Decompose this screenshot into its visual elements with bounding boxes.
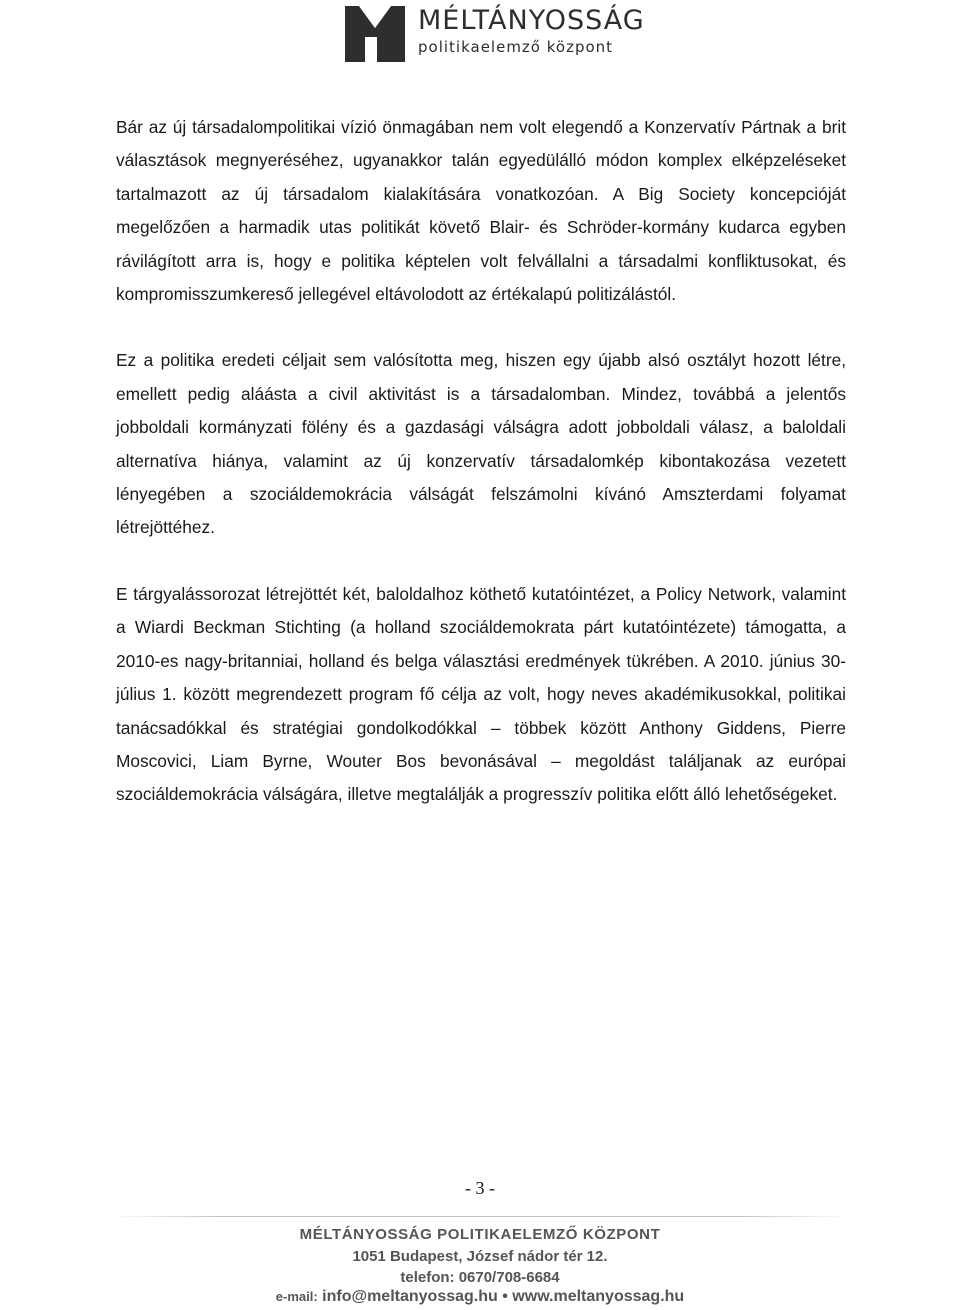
footer-divider [110,1216,850,1217]
logo-subtitle: politikaelemző központ [418,38,614,56]
footer-email-label: e-mail: [275,1289,318,1304]
page-number: - 3 - [465,1178,495,1198]
paragraph-3: E tárgyalássorozat létrejöttét két, baloldalhoz köthető kutatóintézet, a Policy Network, valamint a Wiardi Beckman Stichting (a holland szociáldemokrata párt kutatóintézete) támogatta, a 2010-es nagy-britanniai, holland és belga választási eredmények tükrében. A 2010. június 30-július 1. között megrendezett program fő célja az volt, hogy neves akadémikusokkal, politikai tanácsadókkal és stratégiai gondolkodókkal – többek között Anthony Giddens, Pierre Moscovici, Liam Byrne, Wouter Bos bevonásával – megoldást találjanak az európai szociáldemokrácia válságára, illetve megtalálják a progresszív politika előtt álló lehetőségeket. [116,583,846,805]
footer-phone: telefon: 0670/708-6684 [400,1269,560,1286]
footer-address: 1051 Budapest, József nádor tér 12. [352,1248,608,1265]
footer-separator: • [502,1288,508,1305]
footer-organization: MÉLTÁNYOSSÁG POLITIKAELEMZŐ KÖZPONT [299,1226,661,1243]
footer-email-link[interactable]: info@meltanyossag.hu [322,1288,498,1305]
paragraph-1: Bár az új társadalompolitikai vízió önmagában nem volt elegendő a Konzervatív Pártnak a brit választások megnyeréséhez, ugyanakkor talán egyedülálló módon komplex elképzeléseket tartalmazott az új társadalom kialakítására vonatkozóan. A Big Society koncepcióját megelőzően a harmadik utas politikát követő Blair- és Schröder-kormány kudarca egyben rávilágított arra is, hogy e politika képtelen volt felvállalni a társadalmi konfliktusokat, és kompromisszumkereső jellegével eltávolodott az értékalapú politizálástól. [116,117,846,305]
meltanyossag-logo-icon [345,6,405,62]
paragraph-2: Ez a politika eredeti céljait sem valósította meg, hiszen egy újabb alsó osztályt hozott létre, emellett pedig aláásta a civil aktivitást is a társadalomban. Mindez, továbbá a jelentős jobboldali kormányzati fölény és a gazdasági válságra adott jobboldali válasz, a baloldali alternatíva hiánya, valamint az új konzervatív társadalomkép kibontakozása vezetett lényegében a szociáldemokrácia válságát felszámolni kívánó Amszterdami folyamat létrejöttéhez. [116,350,846,538]
footer-contact [0,1288,960,1306]
document-header [0,0,960,72]
footer-website-link[interactable]: www.meltanyossag.hu [512,1288,685,1305]
logo-title: MÉLTÁNYOSSÁG [418,5,645,36]
document-body [116,111,846,845]
